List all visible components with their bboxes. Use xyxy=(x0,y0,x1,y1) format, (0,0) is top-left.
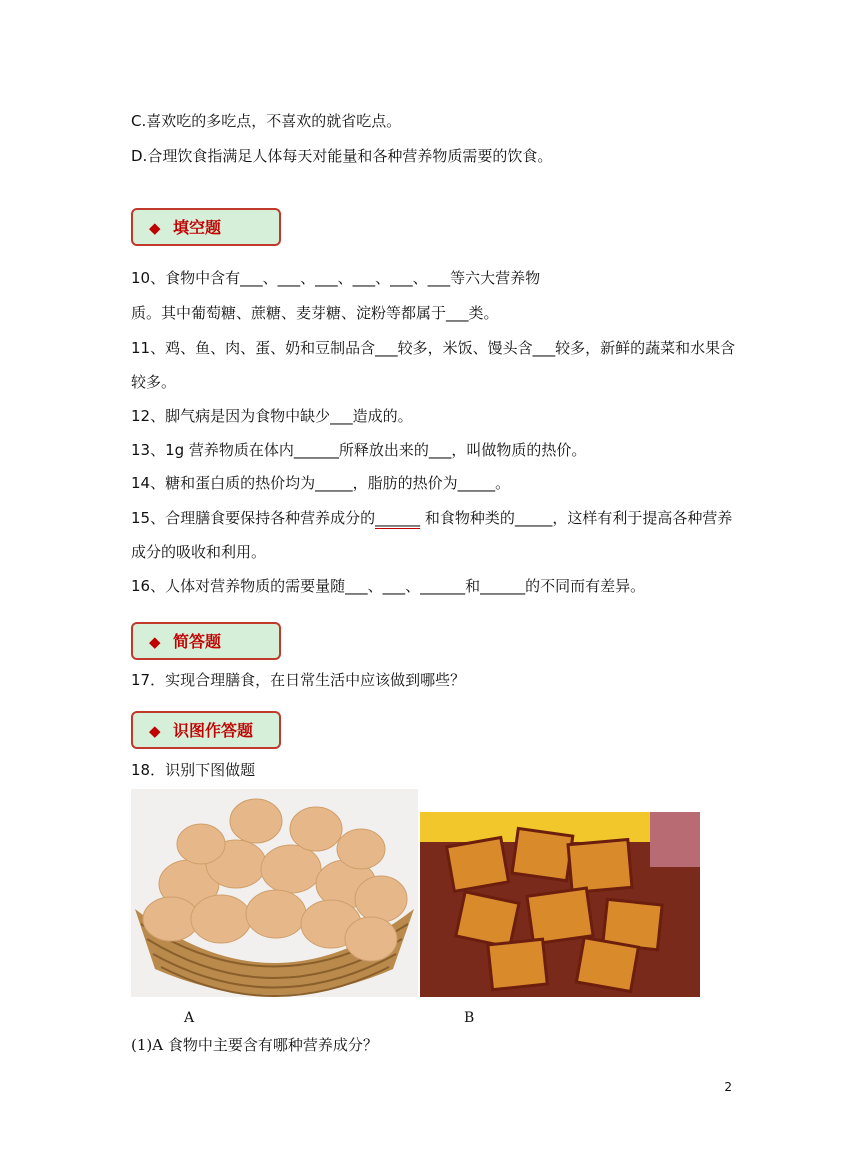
question-12: 12、脚气病是因为食物中缺少___造成的。 xyxy=(131,407,413,425)
question-18-sub1: (1)A 食物中主要含有哪种营养成分？ xyxy=(131,1036,378,1054)
braised-pork-image xyxy=(420,812,700,997)
question-10-line2: 质。其中葡萄糖、蔗糖、麦芽糖、淀粉等都属于___类。 xyxy=(131,304,499,322)
diamond-icon: ◆ xyxy=(149,633,161,651)
question-15-prefix: 15、合理膳食要保持各种营养成分的 xyxy=(131,509,376,527)
question-15-suffix: 和食物种类的_____，这样有利于提高各种营养 xyxy=(420,509,733,527)
question-17: 17．实现合理膳食，在日常生活中应该做到哪些？ xyxy=(131,671,466,689)
section-header-short-answer xyxy=(131,622,281,660)
question-10-line1: 10、食物中含有___、___、___、___、___、___等六大营养物 xyxy=(131,269,541,287)
question-11-line2: 较多。 xyxy=(131,373,177,391)
option-c: C.喜欢吃的多吃点，不喜欢的就省吃点。 xyxy=(131,112,402,130)
egg-basket-image xyxy=(131,789,418,997)
answer-blank: ______ xyxy=(375,509,421,527)
section-title: 简答题 xyxy=(173,632,222,651)
diamond-icon: ◆ xyxy=(149,722,161,740)
question-15-line2: 成分的吸收和利用。 xyxy=(131,543,267,561)
option-d: D.合理饮食指满足人体每天对能量和各种营养物质需要的饮食。 xyxy=(131,147,553,165)
question-11-line1: 11、鸡、鱼、肉、蛋、奶和豆制品含___较多，米饭、馒头含___较多，新鲜的蔬菜和水果含 xyxy=(131,339,736,357)
section-header-figure xyxy=(131,711,281,749)
question-16: 16、人体对营养物质的需要量随___、___、______和______的不同而有差异。 xyxy=(131,577,646,595)
question-15-line1 xyxy=(131,508,732,529)
image-b-caption: B xyxy=(464,1010,475,1026)
diamond-icon: ◆ xyxy=(149,219,161,237)
section-header-fill xyxy=(131,208,281,246)
section-title: 识图作答题 xyxy=(173,721,254,740)
question-18: 18．识别下图做题 xyxy=(131,761,256,779)
page-number: 2 xyxy=(724,1080,732,1094)
question-13: 13、1g 营养物质在体内______所释放出来的___，叫做物质的热价。 xyxy=(131,441,587,459)
image-a-caption: A xyxy=(184,1010,195,1026)
question-14: 14、糖和蛋白质的热价均为_____，脂肪的热价为_____。 xyxy=(131,474,511,492)
section-title: 填空题 xyxy=(173,218,222,237)
